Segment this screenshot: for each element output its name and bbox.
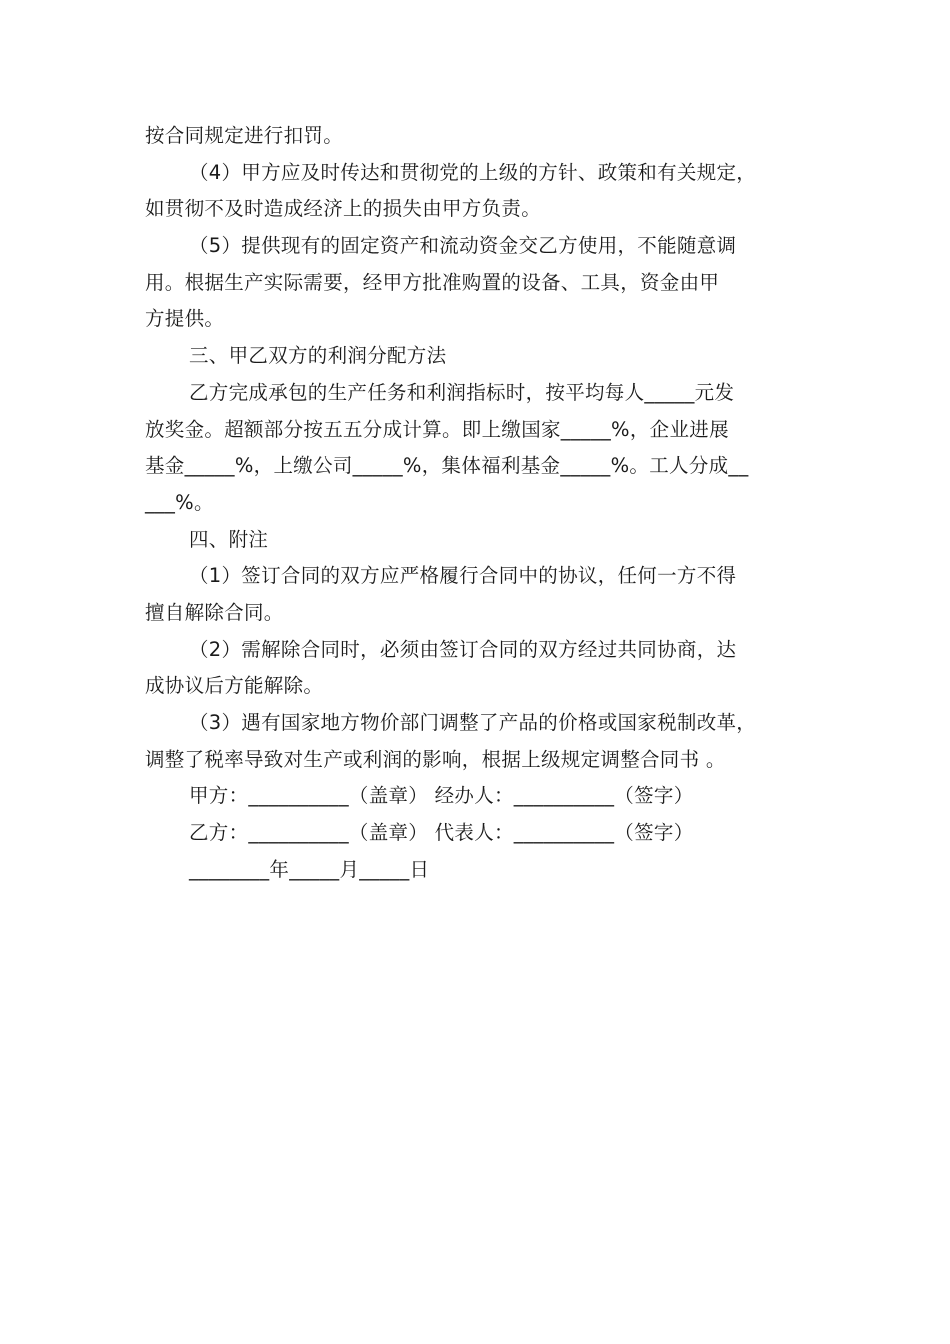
text-line: 用。根据生产实际需要，经甲方批准购置的设备、工具，资金由甲 xyxy=(145,270,720,294)
text-line: （2）需解除合同时，必须由签订合同的双方经过共同协商，达 xyxy=(189,637,737,661)
text-line: （3）遇有国家地方物价部门调整了产品的价格或国家税制改革， xyxy=(189,711,757,734)
signature-line-party-a: 甲方：__________（盖章） 经办人：__________（签字） xyxy=(189,784,694,808)
text-line: （1）签订合同的双方应严格履行合同中的协议，任何一方不得 xyxy=(189,564,737,588)
text-line: 调整了税率导致对生产或利润的影响，根据上级规定调整合同书 。 xyxy=(145,747,726,771)
text-line: 成协议后方能解除。 xyxy=(145,674,324,698)
text-line: （4）甲方应及时传达和贯彻党的上级的方针、政策和有关规定， xyxy=(189,160,757,184)
text-line: 方提供。 xyxy=(145,307,225,331)
signature-line-party-b: 乙方：__________（盖章） 代表人：__________（签字） xyxy=(189,821,694,845)
text-line: 擅自解除合同。 xyxy=(145,600,284,624)
text-line: ___%。 xyxy=(145,490,214,514)
section-heading: 三、甲乙双方的利润分配方法 xyxy=(189,344,447,368)
text-line: 乙方完成承包的生产任务和利润指标时，按平均每人_____元发 xyxy=(189,380,735,404)
text-line: 按合同规定进行扣罚。 xyxy=(145,124,344,147)
text-line: （5）提供现有的固定资产和流动资金交乙方使用，不能随意调 xyxy=(189,234,737,258)
document-body xyxy=(145,118,810,888)
text-line: 放奖金。超额部分按五五分成计算。即上缴国家_____%，企业进展 xyxy=(145,417,729,441)
text-line: 如贯彻不及时造成经济上的损失由甲方负责。 xyxy=(145,197,542,221)
date-line: ________年_____月_____日 xyxy=(189,857,430,881)
section-heading: 四、附注 xyxy=(189,527,269,551)
text-line: 基金_____%，上缴公司_____%，集体福利基金_____%。工人分成__ xyxy=(145,454,749,478)
